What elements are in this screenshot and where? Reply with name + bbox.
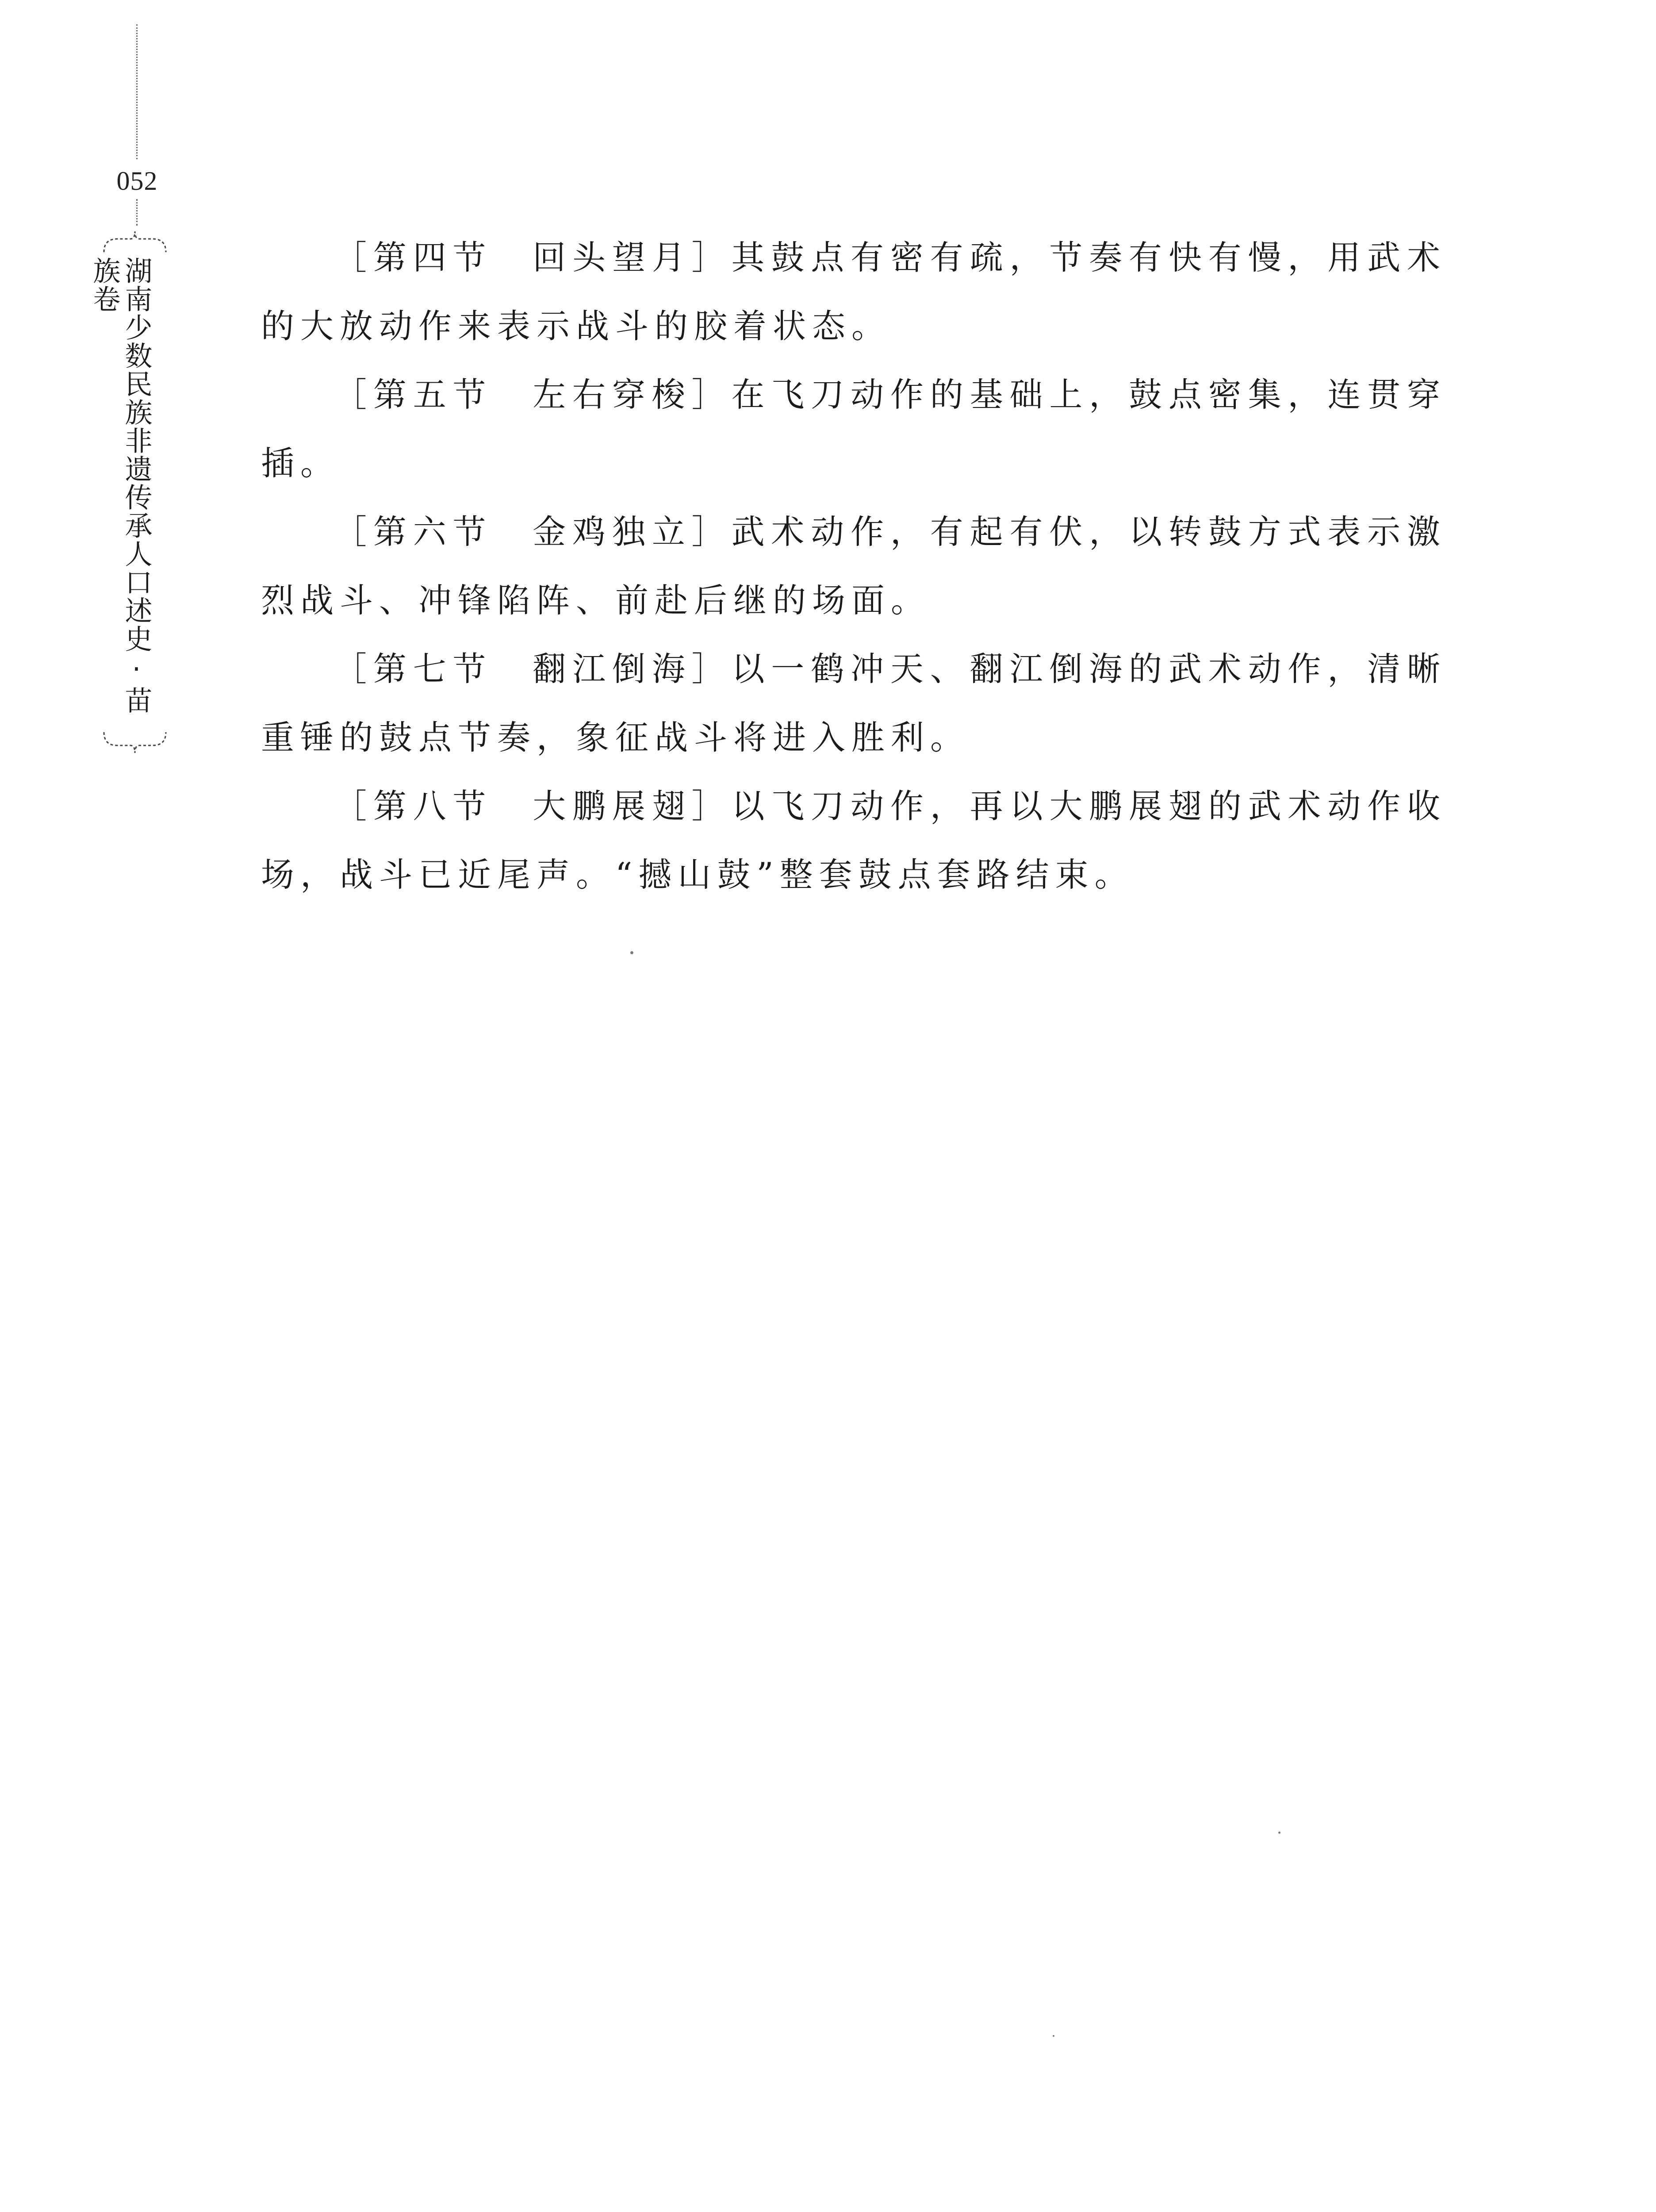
section-title: 翻江倒海 <box>532 649 692 688</box>
close-bracket: ］ <box>691 238 732 277</box>
section-number: 第七节 <box>373 649 493 688</box>
paragraph-text: 在飞刀动作的基础上，鼓点密集，连贯穿插。 <box>261 375 1446 483</box>
scan-speck <box>1278 1832 1280 1834</box>
running-head-top-brace-icon <box>100 228 170 254</box>
open-bracket: ［ <box>334 787 373 826</box>
scan-speck <box>1053 2035 1054 2037</box>
section-title: 回头望月 <box>532 238 692 277</box>
open-bracket: ［ <box>334 375 373 414</box>
scan-speck <box>630 951 633 954</box>
paragraph-text: 其鼓点有密有疏，节奏有快有慢，用武术的大放动作来表示战斗的胶着状态。 <box>261 238 1446 346</box>
open-bracket: ［ <box>334 238 373 277</box>
section-title: 左右穿梭 <box>532 375 692 414</box>
paragraph-text: 以一鹤冲天、翻江倒海的武术动作，清晰重锤的鼓点节奏，象征战斗将进入胜利。 <box>261 649 1446 757</box>
margin-dotted-line-middle <box>136 199 138 226</box>
section-number: 第六节 <box>373 512 493 551</box>
section-number: 第五节 <box>373 375 493 414</box>
paragraph-section-7 <box>261 635 1446 772</box>
open-bracket: ［ <box>334 649 373 688</box>
running-head-bottom-brace-icon <box>100 730 170 757</box>
close-bracket: ］ <box>691 512 732 551</box>
page-number: 052 <box>116 166 158 196</box>
section-title: 大鹏展翅 <box>532 787 692 826</box>
section-number: 第八节 <box>373 787 493 826</box>
paragraph-text: 以飞刀动作，再以大鹏展翅的武术动作收场，战斗已近尾声。“撼山鼓”整套鼓点套路结束。 <box>261 787 1446 894</box>
paragraph-section-4 <box>261 223 1446 361</box>
running-head: 湖南少数民族非遗传承人口述史·苗族卷 <box>88 257 153 714</box>
body-text <box>261 223 1446 909</box>
close-bracket: ］ <box>691 787 732 826</box>
margin-dotted-line-top <box>136 24 138 159</box>
section-number: 第四节 <box>373 238 493 277</box>
paragraph-section-6 <box>261 498 1446 635</box>
open-bracket: ［ <box>334 512 373 551</box>
paragraph-text: 武术动作，有起有伏，以转鼓方式表示激烈战斗、冲锋陷阵、前赴后继的场面。 <box>261 512 1446 620</box>
close-bracket: ］ <box>691 649 732 688</box>
section-title: 金鸡独立 <box>532 512 692 551</box>
close-bracket: ］ <box>691 375 732 414</box>
paragraph-section-5 <box>261 361 1446 498</box>
paragraph-section-8 <box>261 772 1446 909</box>
